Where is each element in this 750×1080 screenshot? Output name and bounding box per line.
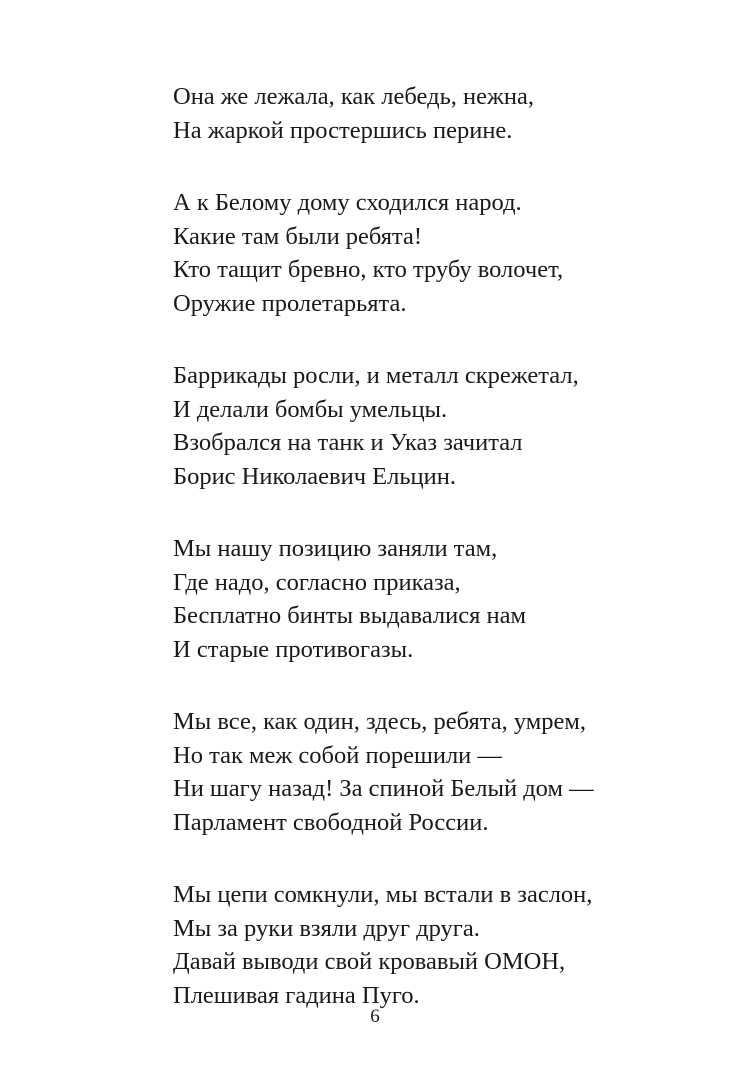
- page-number: 6: [370, 1006, 380, 1027]
- poem-line: Мы нашу позицию заняли там,: [173, 535, 498, 562]
- stanza-3: [173, 359, 693, 493]
- poem-line: Оружие пролетарьята.: [173, 289, 407, 317]
- poem-line: Она же лежала, как лебедь, нежна,: [173, 83, 535, 110]
- stanza-6: [173, 878, 693, 1012]
- stanza-5: [173, 705, 693, 839]
- poem-line: Кто тащит бревно, кто трубу волочет,: [173, 256, 564, 283]
- poem-line: Давай выводи свой кровавый ОМОН,: [173, 948, 566, 975]
- poem-line: Мы цепи сомкнули, мы встали в заслон,: [173, 881, 593, 908]
- poem-line: Какие там были ребята!: [173, 222, 423, 250]
- stanza-2: [173, 186, 693, 320]
- poem-line: Но так меж собой порешили —: [173, 741, 502, 769]
- poem-line: Взобрался на танк и Указ зачитал: [173, 429, 523, 456]
- poem-line: А к Белому дому сходился народ.: [173, 189, 522, 216]
- poem-line: И делали бомбы умельцы.: [173, 395, 448, 423]
- poem-line: Где надо, согласно приказа,: [173, 568, 461, 596]
- poem-line: Бесплатно бинты выдавалися нам: [173, 602, 526, 629]
- stanza-4: [173, 532, 693, 666]
- poem-line: Баррикады росли, и металл скрежетал,: [173, 362, 579, 389]
- poem-line: Мы все, как один, здесь, ребята, умрем,: [173, 708, 587, 735]
- poem-line: Мы за руки взяли друг друга.: [173, 914, 480, 942]
- poem-line: Парламент свободной России.: [173, 808, 489, 836]
- poem-body: [173, 80, 693, 1051]
- poem-line: И старые противогазы.: [173, 635, 414, 663]
- poem-line: Плешивая гадина Пуго.: [173, 981, 420, 1009]
- poem-line: Ни шагу назад! За спиной Белый дом —: [173, 775, 594, 802]
- stanza-1: [173, 80, 693, 147]
- poem-line: Борис Николаевич Ельцин.: [173, 462, 456, 490]
- poem-line: На жаркой простершись перине.: [173, 116, 513, 144]
